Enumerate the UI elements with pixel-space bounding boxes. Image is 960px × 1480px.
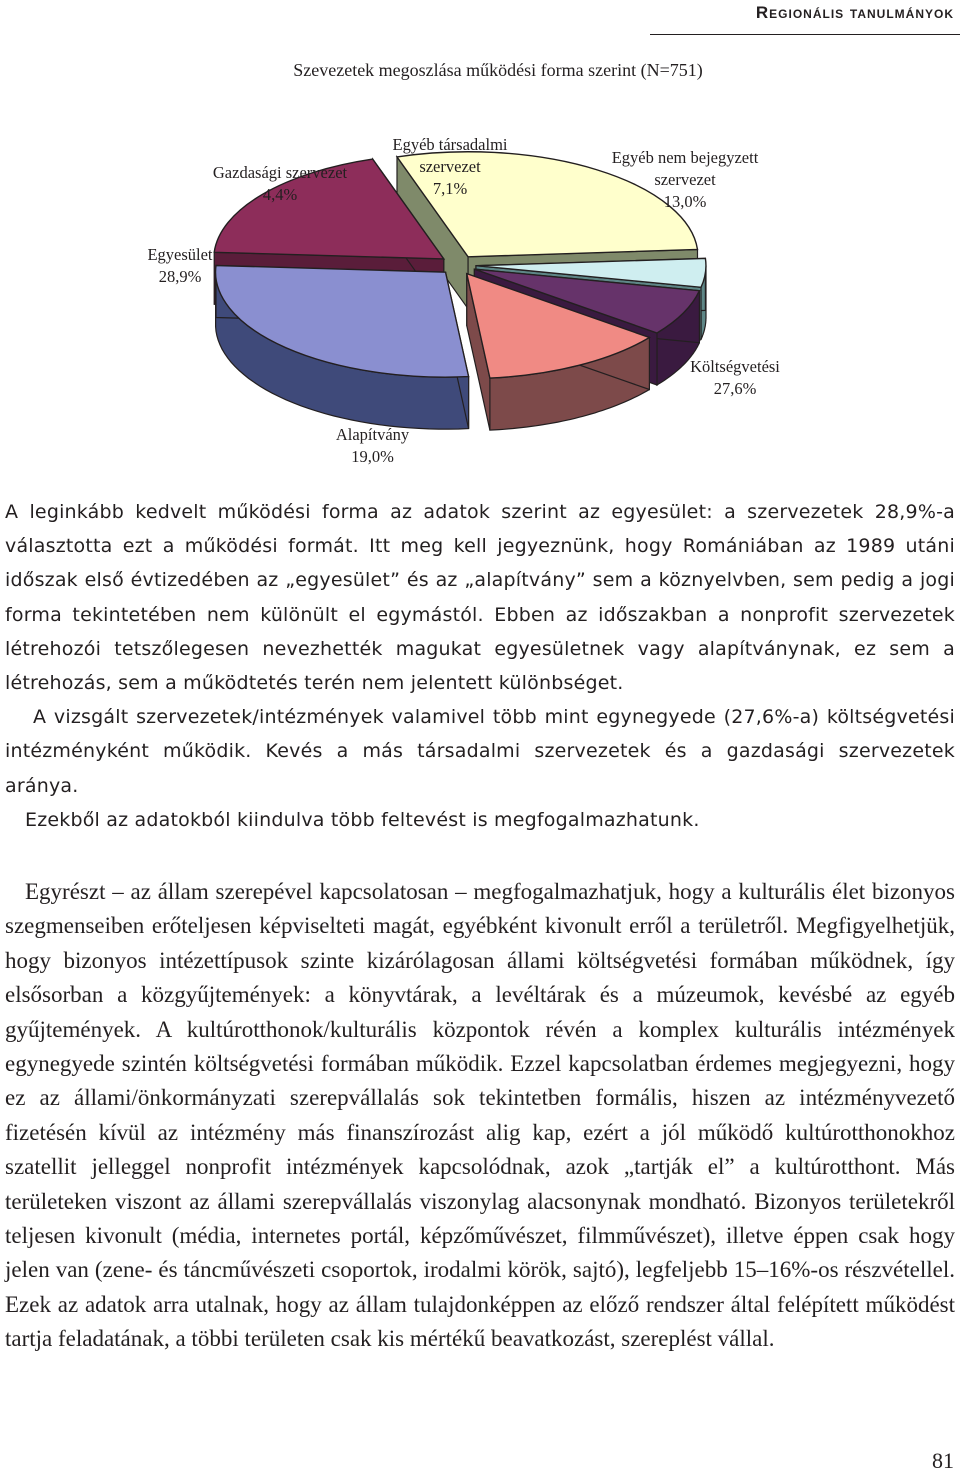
label-alapitvany: Alapítvány 19,0% [335,425,410,466]
chart-title: Szevezetek megoszlása működési forma szerint (N=751) [293,60,703,80]
paragraph: A vizsgált szervezetek/intézmények valamivel több mint egynegyede (27,6%-a) költségvetési intézményként működik. Kevés a más társadalmi szervezetek és a gazdasági szervezetek aránya. [5,706,955,797]
label-egyesulet: Egyesület 28,9% [147,245,213,286]
page-number: 81 [932,1448,954,1473]
label-koltsegvetesi: Költségvetési 27,6% [690,357,780,398]
paragraph: A leginkább kedvelt működési forma az adatok szerint az egyesület: a szervezetek 28,9%-a választotta ezt a működési formát. Itt meg kell jegyeznünk, hogy Romániában az 1989 utáni időszak első évtizedében az „egyesület” és az „alapítvány” sem a köznyelvben, sem pedig a jogi forma tekintetében nem különült el egymástól. Ebben az időszakban a nonprofit szervezetek létrehozói tetszőlegesen nevezhették magukat egyesületnek vagy alapítványnak, ez sem a létrehozás, sem a működtetés terén nem jelentett különbséget. [5,501,955,695]
pie-chart [0,50,960,490]
body-text-sans [5,495,955,837]
running-header: Regionális tanulmányok [755,3,954,22]
header-rule [650,34,960,35]
body-text-serif [5,875,955,1357]
label-gazdasagi: Gazdasági szervezet 4,4% [212,163,348,204]
paragraph: Ezekből az adatokból kiindulva több feltevést is megfogalmazhatunk. [25,808,700,831]
label-egyeb-tarsadalmi: Egyéb társadalmi szervezet 7,1% [392,135,508,198]
label-egyeb-nem-bejegyzett: Egyéb nem bejegyzett szervezet 13,0% [611,148,759,211]
paragraph: Egyrészt – az állam szerepével kapcsolatosan – megfogalmazhatjuk, hogy a kulturális élet bizonyos szegmenseiben erőteljesen képviselteti magát, egyébként kivonult erről a területről. Megfigyelhetjük, hogy bizonyos intézettípusok szinte kizárólagosan állami költségvetési formában működnek, így elsősorban a közgyűjtemények: a könyvtárak, a levéltárak és a múzeumok, kevésbé az egyéb gyűjtemények. A kultúrotthonok/kulturális központok révén a komplex kulturális intézmények egynegyede szintén költségvetési formában működik. Ezzel kapcsolatban érdemes megjegyezni, hogy ez az állami/önkormányzati szerepvállalás sok tekintetben formális, hiszen az intézményvezető fizetésén kívül az intézmény más finanszírozást alig kap, ezért a jól működő kultúrotthonokhoz szatellit jelleggel nonprofit intézmények kapcsolódnak, azok „tartják el” a kultúrotthont. Más területeken viszont az állami szerepvállalás viszonylag alacsonynak mondható. Bizonyos területekről teljesen kivonult (média, internetes portál, képzőművészet, filmművészet), illetve éppen csak hogy jelen van (zene- és táncművészeti csoportok, irodalmi körök, sajtó), legfeljebb 15–16%-os részvétellel. Ezek az adatok arra utalnak, hogy az állam tulajdonképpen az előző rendszer által felépített működést tartja feladatának, a többi területen csak kis mértékű beavatkozást, szereplést vállal. [5,879,955,1352]
